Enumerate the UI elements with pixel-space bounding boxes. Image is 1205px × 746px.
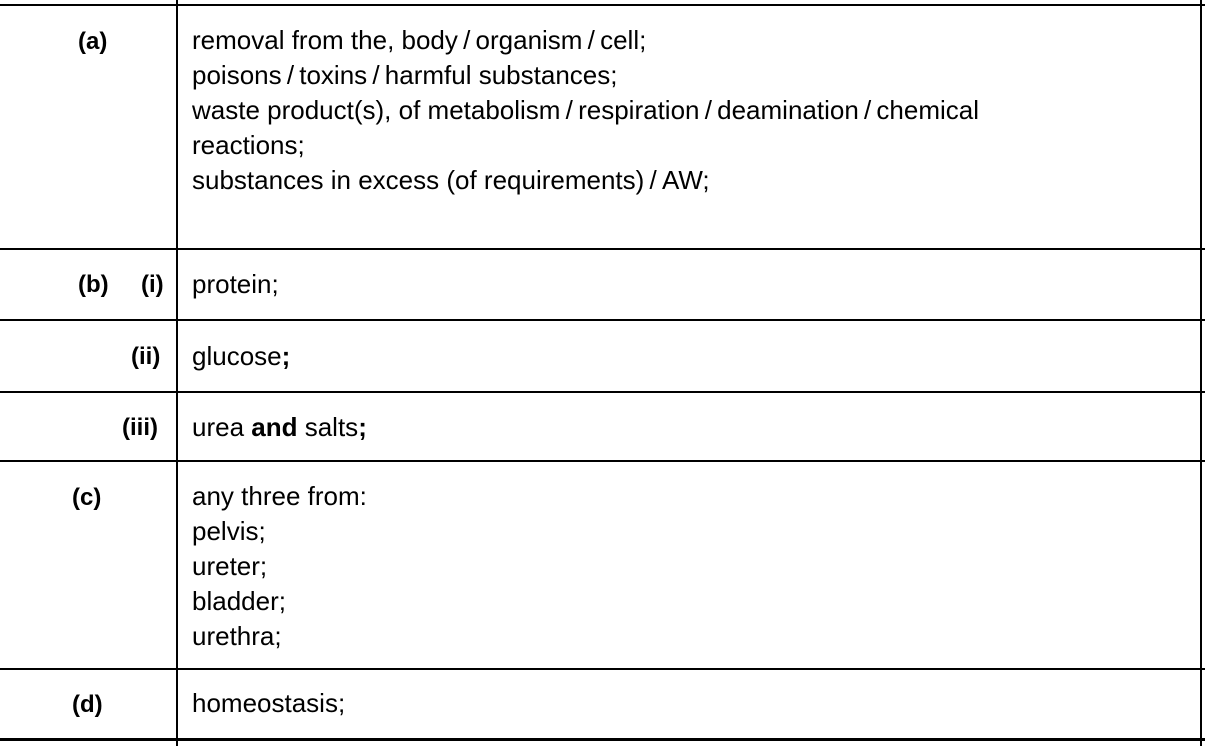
answer-a-line-3: waste product(s), of metabolism / respiration / deamination / chemical xyxy=(192,95,980,125)
answer-b-iii-pre: urea xyxy=(192,412,252,442)
answer-a-line-2: poisons / toxins / harmful substances; xyxy=(192,60,618,90)
answer-b-iii-punct: ; xyxy=(358,412,367,442)
part-label-c: (c) xyxy=(72,484,102,511)
row-divider-b-i xyxy=(0,319,1205,321)
answer-b-ii xyxy=(192,339,290,374)
subpart-label-iii: (iii) xyxy=(122,414,158,441)
row-divider-b-ii xyxy=(0,391,1205,393)
row-divider-c xyxy=(0,668,1205,670)
table-bottom-border xyxy=(0,738,1205,741)
subpart-label-ii: (ii) xyxy=(131,343,161,370)
answer-a xyxy=(192,23,979,198)
answer-c-line-4: bladder; xyxy=(192,586,286,616)
answer-c-line-1: any three from: xyxy=(192,481,367,511)
answer-c-line-3: ureter; xyxy=(192,551,268,581)
answer-b-i: protein; xyxy=(192,269,279,299)
subpart-label-i: (i) xyxy=(141,271,164,298)
answer-a-line-5: substances in excess (of requirements) / AW; xyxy=(192,165,710,195)
answer-a-line-1: removal from the, body / organism / cell; xyxy=(192,25,647,55)
answer-d: homeostasis; xyxy=(192,688,346,718)
answer-c-line-5: urethra; xyxy=(192,621,282,651)
answer-b-ii-punct: ; xyxy=(281,341,291,371)
answer-b-iii-post: salts xyxy=(297,412,359,442)
table-top-border xyxy=(0,4,1205,6)
answer-b-iii-bold: and xyxy=(251,412,298,442)
answer-b-iii xyxy=(192,410,367,445)
table-right-border xyxy=(1200,0,1202,746)
row-divider-b-iii xyxy=(0,460,1205,462)
answer-c xyxy=(192,479,367,654)
column-divider xyxy=(176,0,178,746)
part-label-d: (d) xyxy=(72,691,103,718)
row-divider-a xyxy=(0,248,1205,250)
part-label-b: (b) xyxy=(78,271,109,298)
answer-a-line-4: reactions; xyxy=(192,130,305,160)
part-label-a: (a) xyxy=(78,28,108,55)
answer-b-ii-text: glucose xyxy=(192,341,282,371)
answer-c-line-2: pelvis; xyxy=(192,516,266,546)
